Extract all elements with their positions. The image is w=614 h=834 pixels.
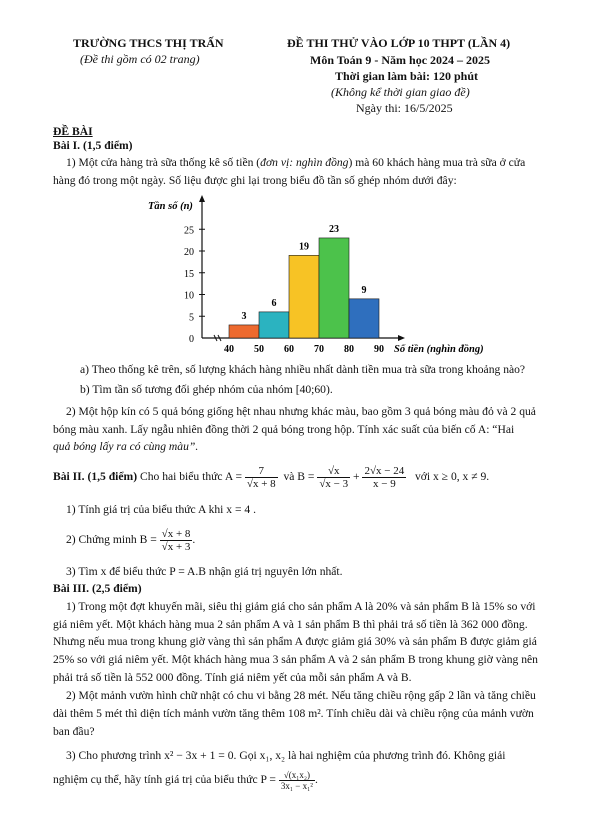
section-title: ĐỀ BÀI xyxy=(53,125,93,138)
bai3-line7: dài thêm 5 mét thì diện tích mảnh vườn tăng thêm 108 m². Tính chiều dài và chiều rộng của mảnh vườn xyxy=(53,707,534,720)
x-tick-label: 60 xyxy=(284,344,294,355)
exam-date: Ngày thi: 16/5/2025 xyxy=(356,101,453,115)
exam-title: ĐỀ THI THỬ VÀO LỚP 10 THPT (LẦN 4) xyxy=(287,36,511,50)
x-axis-label: Số tiền (nghìn đồng) xyxy=(394,344,484,355)
histogram-bar xyxy=(349,299,379,338)
bar-value-label: 3 xyxy=(241,310,247,322)
bai3-line2: giá niêm yết. Một khách hàng mua 2 sản phẩm A và 1 sản phẩm B thì phải trả số tiền là 362 000 đồng. xyxy=(53,618,528,631)
bai1-q1-line1: 1) Một cửa hàng trà sữa thống kê số tiền (đơn vị: nghìn đồng) mà 60 khách hàng mua trà sữa ở cửa xyxy=(66,156,526,169)
bai1-q2-line2: bóng màu xanh. Lấy ngẫu nhiên đồng thời 2 quả bóng trong hộp. Tính xác suất của biến cố A: “Hai xyxy=(53,423,515,436)
x-tick-label: 70 xyxy=(314,344,324,355)
bar-value-label: 6 xyxy=(271,297,277,309)
x-tick-label: 50 xyxy=(254,344,264,355)
subject-year: Môn Toán 9 - Năm học 2024 – 2025 xyxy=(310,53,491,67)
bai3-title: Bài III. (2,5 điểm) xyxy=(53,582,142,595)
bai3-line10: nghiệm cụ thể, hãy tính giá trị của biểu thức P = $\frac{\text{√(x₁x₂)}}{\text{3x₁ − x₁²}}$ . xyxy=(53,770,318,791)
bai2-title: Bài II. (1,5 điểm) xyxy=(53,470,138,484)
x-tick-label: 40 xyxy=(224,344,234,355)
y-tick-label: 15 xyxy=(184,268,194,280)
bai3-line9: 3) Cho phương trình x² − 3x + 1 = 0. Gọi x₁, x₂ là hai nghiệm của phương trình đó. Không giải xyxy=(66,749,506,762)
histogram-bar xyxy=(259,312,289,338)
bai3-line4: 25% so với giá niêm yết. Một khách hàng mua 3 sản phẩm A và 2 sản phẩm B trong khung giờ vàng nên xyxy=(53,653,538,666)
y-tick-label: 5 xyxy=(189,312,194,324)
y-tick-label: 0 xyxy=(189,334,194,345)
bai3-line1: 1) Trong một đợt khuyến mãi, siêu thị giảm giá cho sản phẩm A là 20% và sản phẩm B là 15% so với xyxy=(66,600,536,613)
bar-value-label: 23 xyxy=(329,223,339,235)
pages-note: (Đề thi gồm có 02 trang) xyxy=(80,52,200,66)
bai2-intro-line: Bài II. (1,5 điểm) Cho hai biểu thức A = $\frac{7}{√x + 8}$ và B = $\frac{√x}{√x - 3}$ + $\frac{2√x - 24}{x - 9}$ với x ≥ 0, x ≠ 9. xyxy=(53,465,490,490)
histogram-bar xyxy=(289,255,319,338)
bai3-line3: Nhưng nếu mua trong khung giờ vàng thì sản phẩm A được giảm giá 30% và sản phẩm B được giảm giá xyxy=(53,635,537,648)
bai1-qb: b) Tìm tần số tương đối ghép nhóm của nhóm [40;60). xyxy=(80,383,333,396)
bai3-line8: ban đầu? xyxy=(53,725,95,738)
bai1-q1-line2: hàng đó trong một ngày. Số liệu được ghi lại trong biểu đồ tần số ghép nhóm dưới đây: xyxy=(53,174,457,187)
y-tick-label: 20 xyxy=(184,247,194,258)
y-axis-label: Tần số (n) xyxy=(148,201,193,212)
y-axis-arrow xyxy=(199,195,205,202)
duration-note: (Không kể thời gian giao đề) xyxy=(331,85,470,99)
bai1-q2-line1: 2) Một hộp kín có 5 quả bóng giống hệt nhau nhưng khác màu, bao gồm 3 quả bóng màu đỏ và 2 quả xyxy=(66,405,536,418)
x-tick-label: 80 xyxy=(344,344,354,355)
bar-value-label: 9 xyxy=(361,284,367,296)
histogram-bar xyxy=(319,238,349,338)
bai2-q3: 3) Tìm x để biểu thức P = A.B nhận giá trị nguyên lớn nhất. xyxy=(66,565,343,578)
x-axis-arrow xyxy=(398,335,405,341)
histogram-bar xyxy=(229,325,259,338)
bar-value-label: 19 xyxy=(299,241,309,253)
x-tick-label: 90 xyxy=(374,344,384,355)
bai3-line6: 2) Một mảnh vườn hình chữ nhật có chu vi bằng 28 mét. Nếu tăng chiều rộng gấp 2 lần và tăng chiều xyxy=(66,689,536,702)
bai1-title: Bài I. (1,5 điểm) xyxy=(53,139,133,152)
y-tick-label: 25 xyxy=(184,225,194,237)
bai2-q1: 1) Tính giá trị của biểu thức A khi x = 4 . xyxy=(66,503,257,516)
bai3-line5: phải trả số tiền là 552 000 đồng. Tính giá niêm yết của mỗi sản phẩm A và B. xyxy=(53,671,412,684)
school-name: TRƯỜNG THCS THỊ TRẤN xyxy=(73,36,224,50)
exam-duration: Thời gian làm bài: 120 phút xyxy=(335,69,479,83)
bai1-qa: a) Theo thống kê trên, số lượng khách hàng nhiều nhất dành tiền mua trà sữa trong khoảng nào? xyxy=(80,363,526,376)
bai2-q2: 2) Chứng minh B = $\frac{√x + 8}{√x + 3}$ . xyxy=(66,528,196,553)
bai1-q2-line3: quả bóng lấy ra có cùng màu”. xyxy=(53,440,199,453)
frequency-histogram xyxy=(140,192,520,360)
y-tick-label: 10 xyxy=(184,290,194,302)
